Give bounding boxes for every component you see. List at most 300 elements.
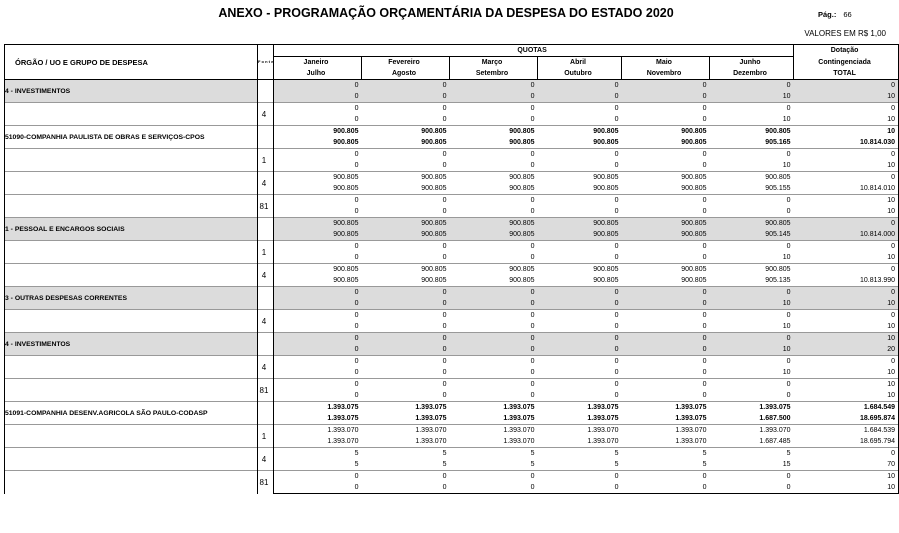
quota-cell: 0: [362, 333, 450, 345]
quota-cell: 0: [530, 208, 535, 215]
currency-note: VALORES EM R$ 1,00: [804, 29, 886, 38]
quota-cell: 0: [362, 80, 450, 92]
quota-cell: 900.805: [362, 218, 450, 230]
quota-cell: 900.805: [681, 185, 707, 192]
total-cell: 10: [794, 126, 899, 138]
quota-cell: 0: [702, 392, 707, 399]
header-dotacao-3: TOTAL: [794, 68, 899, 80]
header-month-6b: Dezembro: [710, 68, 794, 80]
quota-cell: 0: [530, 254, 535, 261]
table-row: [5, 264, 899, 276]
header-dotacao-1: Dotação: [794, 45, 899, 57]
quota-cell: 0: [710, 333, 794, 345]
quota-cell: 0: [354, 392, 359, 399]
header-month-1b: Julho: [274, 68, 362, 80]
quota-cell: 0: [354, 323, 359, 330]
table-row: [5, 172, 899, 184]
quota-cell: 0: [354, 369, 359, 376]
quota-cell: 0: [538, 379, 622, 391]
quota-cell: 5: [274, 448, 362, 460]
header-month-2a: Fevereiro: [362, 57, 450, 69]
quota-cell: 900.805: [593, 139, 619, 146]
header-month-3a: Março: [450, 57, 538, 69]
quota-cell: 10: [782, 369, 791, 376]
quota-cell: 0: [702, 254, 707, 261]
fonte-cell: 1: [258, 149, 274, 172]
quota-cell: 0: [362, 482, 450, 494]
total-cell: 0: [794, 218, 899, 230]
quota-cell: 0: [622, 333, 710, 345]
quota-cell: 10: [710, 344, 794, 356]
row-label: [5, 103, 258, 126]
quota-cell: 10: [782, 323, 791, 330]
row-label: [5, 448, 258, 471]
quota-cell: 0: [362, 241, 450, 253]
quota-cell: 10: [782, 254, 791, 261]
total-cell: 10: [794, 91, 899, 103]
total-cell: 20: [794, 344, 899, 356]
quota-cell: 900.805: [622, 126, 710, 138]
total-cell: 0: [794, 149, 899, 161]
quota-cell: 0: [614, 208, 619, 215]
quota-cell: 0: [362, 379, 450, 391]
table-row: [5, 287, 899, 299]
quota-cell: 900.805: [593, 185, 619, 192]
quota-cell: 0: [622, 287, 710, 299]
quota-cell: 905.135: [765, 277, 791, 284]
quota-cell: 5: [538, 448, 622, 460]
quota-cell: 0: [530, 116, 535, 123]
table-row: [5, 103, 899, 115]
quota-cell: 1.393.070: [587, 438, 619, 445]
header-month-5a: Maio: [622, 57, 710, 69]
quota-cell: 0: [274, 149, 362, 161]
budget-table: [4, 44, 899, 494]
fonte-cell: [258, 402, 274, 425]
quota-cell: 0: [274, 471, 362, 483]
header-month-1a: Janeiro: [274, 57, 362, 69]
row-label: 3 - OUTRAS DESPESAS CORRENTES: [5, 287, 258, 310]
quota-cell: 900.805: [593, 277, 619, 284]
quota-cell: 0: [702, 323, 707, 330]
quota-cell: 0: [710, 149, 794, 161]
quota-cell: 1.687.500: [759, 415, 791, 422]
table-row: [5, 402, 899, 414]
quota-cell: 1.393.075: [274, 402, 362, 414]
quota-cell: 900.805: [509, 185, 535, 192]
total-cell: 18.695.794: [794, 436, 899, 448]
row-label: [5, 172, 258, 195]
quota-cell: 900.805: [622, 229, 710, 241]
quota-cell: 0: [362, 195, 450, 207]
quota-cell: 5: [362, 448, 450, 460]
total-cell: 10.814.000: [794, 229, 899, 241]
total-cell: 0: [794, 287, 899, 299]
header-org: ÓRGÃO / UO E GRUPO DE DESPESA: [5, 45, 258, 80]
quota-cell: 900.805: [274, 264, 362, 276]
row-label: [5, 264, 258, 287]
fonte-cell: 1: [258, 425, 274, 448]
total-cell: 10.814.030: [794, 137, 899, 149]
quota-cell: 900.805: [362, 264, 450, 276]
row-label: [5, 379, 258, 402]
quota-cell: 1.393.075: [450, 402, 538, 414]
row-label: 4 - INVESTIMENTOS: [5, 333, 258, 356]
quota-cell: 0: [622, 149, 710, 161]
quota-cell: 1.393.070: [274, 425, 362, 437]
quota-cell: 900.805: [333, 277, 359, 284]
quota-cell: 1.393.070: [538, 425, 622, 437]
quota-cell: 5: [530, 461, 535, 468]
quota-cell: 900.805: [538, 264, 622, 276]
total-cell: 10: [794, 114, 899, 126]
header-month-5b: Novembro: [622, 68, 710, 80]
total-cell: 0: [794, 448, 899, 460]
quota-cell: 0: [442, 392, 447, 399]
quota-cell: 0: [710, 482, 794, 494]
quota-cell: 0: [362, 287, 450, 299]
quota-cell: 0: [450, 379, 538, 391]
fonte-cell: 4: [258, 103, 274, 126]
quota-cell: 1.393.075: [538, 402, 622, 414]
quota-cell: 0: [450, 195, 538, 207]
fonte-cell: 81: [258, 471, 274, 494]
quota-cell: 0: [274, 333, 362, 345]
quota-cell: 0: [614, 392, 619, 399]
quota-cell: 0: [622, 195, 710, 207]
quota-cell: 0: [786, 208, 791, 215]
quota-cell: 0: [702, 369, 707, 376]
fonte-cell: [258, 333, 274, 356]
quota-cell: 0: [710, 310, 794, 322]
quota-cell: 900.805: [274, 218, 362, 230]
quota-cell: 5: [450, 448, 538, 460]
fonte-cell: [258, 287, 274, 310]
quota-cell: 0: [354, 254, 359, 261]
header-quotas: QUOTAS: [274, 45, 794, 57]
table-row: [5, 471, 899, 483]
total-cell: 1.684.549: [794, 402, 899, 414]
header-fonte: F o n t e: [258, 45, 274, 80]
quota-cell: 0: [702, 162, 707, 169]
total-cell: 10: [794, 367, 899, 379]
quota-cell: 0: [450, 471, 538, 483]
quota-cell: 0: [622, 241, 710, 253]
quota-cell: 905.165: [765, 139, 791, 146]
quota-cell: 0: [538, 103, 622, 115]
fonte-cell: 81: [258, 195, 274, 218]
quota-cell: 5: [442, 461, 447, 468]
total-cell: 10: [794, 252, 899, 264]
quota-cell: 0: [274, 80, 362, 92]
fonte-cell: 4: [258, 172, 274, 195]
quota-cell: 0: [622, 482, 710, 494]
total-cell: 10: [794, 160, 899, 172]
quota-cell: 15: [782, 461, 791, 468]
quota-cell: 10: [782, 116, 791, 123]
quota-cell: 1.687.485: [759, 438, 791, 445]
quota-cell: 900.805: [421, 277, 447, 284]
quota-cell: 900.805: [450, 218, 538, 230]
quota-cell: 1.393.075: [587, 415, 619, 422]
quota-cell: 0: [530, 162, 535, 169]
quota-cell: 1.393.075: [710, 402, 794, 414]
quota-cell: 0: [450, 91, 538, 103]
total-cell: 0: [794, 80, 899, 92]
header-month-3b: Setembro: [450, 68, 538, 80]
quota-cell: 900.805: [274, 126, 362, 138]
quota-cell: 5: [702, 461, 707, 468]
quota-cell: 0: [362, 356, 450, 368]
quota-cell: 0: [538, 471, 622, 483]
fonte-cell: 4: [258, 310, 274, 333]
quota-cell: 900.805: [450, 264, 538, 276]
quota-cell: 0: [538, 298, 622, 310]
table-body: [5, 80, 899, 494]
quota-cell: 900.805: [710, 218, 794, 230]
quota-cell: 0: [450, 149, 538, 161]
quota-cell: 0: [538, 149, 622, 161]
quota-cell: 900.805: [681, 277, 707, 284]
total-cell: 10: [794, 482, 899, 494]
quota-cell: 0: [274, 379, 362, 391]
table-row: [5, 195, 899, 207]
quota-cell: 0: [274, 310, 362, 322]
quota-cell: 0: [786, 392, 791, 399]
quota-cell: 0: [622, 379, 710, 391]
quota-cell: 0: [622, 80, 710, 92]
quota-cell: 1.393.070: [622, 425, 710, 437]
table-row: [5, 80, 899, 92]
quota-cell: 0: [614, 369, 619, 376]
quota-cell: 0: [538, 91, 622, 103]
quota-cell: 0: [710, 379, 794, 391]
quota-cell: 900.805: [362, 126, 450, 138]
quota-cell: 0: [354, 116, 359, 123]
table-row: [5, 379, 899, 391]
total-cell: 10: [794, 390, 899, 402]
quota-cell: 0: [450, 482, 538, 494]
quota-cell: 0: [274, 241, 362, 253]
quota-cell: 0: [362, 310, 450, 322]
quota-cell: 905.155: [765, 185, 791, 192]
quota-cell: 0: [274, 195, 362, 207]
quota-cell: 900.805: [710, 172, 794, 184]
row-label: [5, 195, 258, 218]
fonte-cell: [258, 80, 274, 103]
row-label: 51091-COMPANHIA DESENV.AGRICOLA SÃO PAULO-CODASP: [5, 402, 258, 425]
quota-cell: 900.805: [450, 172, 538, 184]
table-row: [5, 425, 899, 437]
quota-cell: 0: [622, 356, 710, 368]
quota-cell: 900.805: [681, 139, 707, 146]
quota-cell: 1.393.070: [450, 425, 538, 437]
quota-cell: 900.805: [362, 229, 450, 241]
table-row: [5, 126, 899, 138]
quota-cell: 0: [362, 471, 450, 483]
total-cell: 70: [794, 459, 899, 471]
quota-cell: 0: [450, 333, 538, 345]
quota-cell: 0: [622, 310, 710, 322]
quota-cell: 0: [274, 298, 362, 310]
fonte-cell: 1: [258, 241, 274, 264]
quota-cell: 900.805: [333, 185, 359, 192]
quota-cell: 900.805: [509, 277, 535, 284]
quota-cell: 900.805: [622, 172, 710, 184]
quota-cell: 0: [450, 356, 538, 368]
quota-cell: 0: [614, 323, 619, 330]
row-label: [5, 356, 258, 379]
quota-cell: 0: [538, 310, 622, 322]
total-cell: 1.684.539: [794, 425, 899, 437]
total-cell: 0: [794, 356, 899, 368]
quota-cell: 900.805: [421, 139, 447, 146]
quota-cell: 0: [538, 80, 622, 92]
header-month-4b: Outubro: [538, 68, 622, 80]
fonte-cell: 4: [258, 448, 274, 471]
quota-cell: 0: [622, 103, 710, 115]
quota-cell: 1.393.070: [675, 438, 707, 445]
header-month-2b: Agosto: [362, 68, 450, 80]
quota-cell: 1.393.075: [622, 402, 710, 414]
quota-cell: 0: [710, 195, 794, 207]
quota-cell: 0: [450, 310, 538, 322]
quota-cell: 0: [274, 287, 362, 299]
quota-cell: 10: [710, 91, 794, 103]
quota-cell: 0: [362, 149, 450, 161]
header-dotacao-2: Contingenciada: [794, 57, 899, 69]
row-label: 1 - PESSOAL E ENCARGOS SOCIAIS: [5, 218, 258, 241]
quota-cell: 0: [442, 254, 447, 261]
row-label: [5, 241, 258, 264]
quota-cell: 0: [622, 91, 710, 103]
header-month-6a: Junho: [710, 57, 794, 69]
quota-cell: 1.393.070: [327, 438, 359, 445]
total-cell: 10.814.010: [794, 183, 899, 195]
quota-cell: 1.393.070: [362, 425, 450, 437]
quota-cell: 0: [614, 116, 619, 123]
quota-cell: 0: [538, 482, 622, 494]
quota-cell: 0: [442, 116, 447, 123]
quota-cell: 5: [710, 448, 794, 460]
table-row: [5, 241, 899, 253]
quota-cell: 0: [450, 241, 538, 253]
quota-cell: 0: [442, 369, 447, 376]
quota-cell: 0: [362, 91, 450, 103]
total-cell: 0: [794, 172, 899, 184]
row-label: [5, 425, 258, 448]
quota-cell: 900.805: [450, 229, 538, 241]
quota-cell: 0: [622, 471, 710, 483]
quota-cell: 0: [538, 344, 622, 356]
quota-cell: 900.805: [622, 218, 710, 230]
quota-cell: 0: [274, 482, 362, 494]
quota-cell: 5: [614, 461, 619, 468]
quota-cell: 0: [354, 162, 359, 169]
page-number: 66: [843, 10, 852, 19]
fonte-cell: 4: [258, 356, 274, 379]
total-cell: 10.813.990: [794, 275, 899, 287]
quota-cell: 0: [710, 287, 794, 299]
total-cell: 10: [794, 298, 899, 310]
row-label: 4 - INVESTIMENTOS: [5, 80, 258, 103]
quota-cell: 5: [354, 461, 359, 468]
quota-cell: 0: [450, 344, 538, 356]
quota-cell: 1.393.075: [415, 415, 447, 422]
quota-cell: 0: [354, 208, 359, 215]
quota-cell: 0: [362, 344, 450, 356]
fonte-cell: 81: [258, 379, 274, 402]
quota-cell: 0: [702, 116, 707, 123]
quota-cell: 900.805: [538, 172, 622, 184]
fonte-cell: [258, 218, 274, 241]
quota-cell: 0: [538, 333, 622, 345]
total-cell: 18.695.874: [794, 413, 899, 425]
quota-cell: 0: [442, 208, 447, 215]
row-label: [5, 310, 258, 333]
row-label: [5, 471, 258, 494]
quota-cell: 0: [274, 103, 362, 115]
quota-cell: 1.393.070: [710, 425, 794, 437]
quota-cell: 0: [450, 103, 538, 115]
quota-cell: 0: [710, 103, 794, 115]
quota-cell: 0: [530, 392, 535, 399]
quota-cell: 900.805: [538, 229, 622, 241]
quota-cell: 900.805: [710, 126, 794, 138]
quota-cell: 0: [450, 298, 538, 310]
row-label: [5, 149, 258, 172]
quota-cell: 900.805: [538, 126, 622, 138]
quota-cell: 900.805: [710, 264, 794, 276]
total-cell: 10: [794, 206, 899, 218]
table-row: [5, 218, 899, 230]
total-cell: 10: [794, 321, 899, 333]
fonte-cell: [258, 126, 274, 149]
quota-cell: 0: [362, 298, 450, 310]
total-cell: 0: [794, 264, 899, 276]
quota-cell: 0: [274, 344, 362, 356]
quota-cell: 0: [442, 162, 447, 169]
quota-cell: 1.393.075: [503, 415, 535, 422]
total-cell: 10: [794, 471, 899, 483]
quota-cell: 0: [538, 241, 622, 253]
fonte-cell: 4: [258, 264, 274, 287]
total-cell: 10: [794, 379, 899, 391]
quota-cell: 900.805: [421, 185, 447, 192]
page-indicator: [818, 10, 852, 19]
quota-cell: 1.393.070: [503, 438, 535, 445]
quota-cell: 900.805: [538, 218, 622, 230]
quota-cell: 900.805: [362, 172, 450, 184]
quota-cell: 905.145: [710, 229, 794, 241]
quota-cell: 0: [538, 287, 622, 299]
quota-cell: 0: [530, 323, 535, 330]
quota-cell: 0: [710, 80, 794, 92]
table-row: [5, 356, 899, 368]
table-row: [5, 448, 899, 460]
quota-cell: 900.805: [333, 139, 359, 146]
quota-cell: 900.805: [509, 139, 535, 146]
quota-cell: 0: [450, 287, 538, 299]
quota-cell: 900.805: [274, 229, 362, 241]
row-label: 51090-COMPANHIA PAULISTA DE OBRAS E SERVIÇOS-CPOS: [5, 126, 258, 149]
quota-cell: 10: [782, 162, 791, 169]
quota-cell: 900.805: [622, 264, 710, 276]
page-label: Pág.:: [818, 10, 837, 19]
quota-cell: 10: [710, 298, 794, 310]
quota-cell: 5: [622, 448, 710, 460]
quota-cell: 1.393.075: [362, 402, 450, 414]
